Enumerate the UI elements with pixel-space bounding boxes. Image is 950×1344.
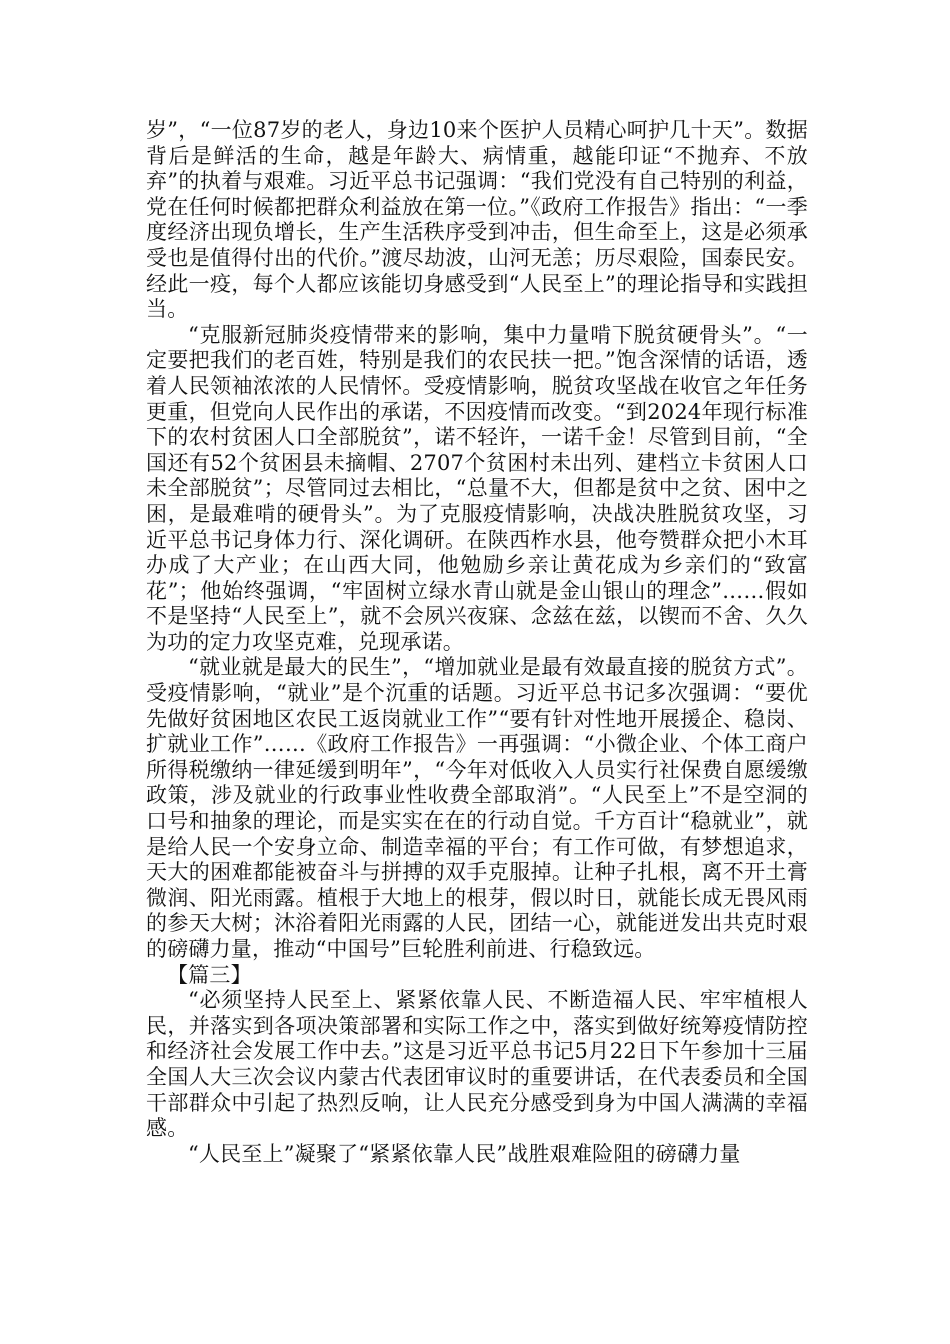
paragraph-3: “就业就是最大的民生”，“增加就业是最有效最直接的脱贫方式”。受疫情影响，“就业”是个沉重的话题。习近平总书记多次强调：“要优先做好贫困地区农民工返岗就业工作”“要有针对性地开展援企、稳岗、扩就业工作”……《政府工作报告》一再强调：“小微企业、个体工商户所得税缴纳一律延缓到明年”，“今年对低收入人员实行社保费自愿缓缴政策，涉及就业的行政事业性收费全部取消”。“人民至上”不是空洞的口号和抽象的理论，而是实实在在的行动自觉。千方百计“稳就业”，就是给人民一个安身立命、制造幸福的平台；有工作可做，有梦想追求，天大的困难都能被奋斗与拼搏的双手克服掉。让种子扎根，离不开土膏微润、阳光雨露。植根于大地上的根芽，假以时日，就能长成无畏风雨的参天大树；沐浴着阳光雨露的人民，团结一心，就能迸发出共克时艰的磅礴力量，推动“中国号”巨轮胜利前进、行稳致远。 [146,655,808,961]
paragraph-2: “克服新冠肺炎疫情带来的影响，集中力量啃下脱贫硬骨头”。“一定要把我们的老百姓，特别是我们的农民扶一把。”饱含深情的话语，透着人民领袖浓浓的人民情怀。受疫情影响，脱贫攻坚战在收官之年任务更重，但党向人民作出的承诺，不因疫情而改变。“到2024年现行标准下的农村贫困人口全部脱贫”，诺不轻许，一诺千金！尽管到目前，“全国还有52个贫困县未摘帽、2707个贫困村未出列、建档立卡贫困人口未全部脱贫”；尽管同过去相比，“总量不大，但都是贫中之贫、困中之困，是最难啃的硬骨头”。为了克服疫情影响，决战决胜脱贫攻坚，习近平总书记身体力行、深化调研。在陕西柞水县，他夸赞群众把小木耳办成了大产业；在山西大同，他勉励乡亲让黄花成为乡亲们的“致富花”；他始终强调，“牢固树立绿水青山就是金山银山的理念”……假如不是坚持“人民至上”，就不会夙兴夜寐、念兹在兹，以锲而不舍、久久为功的定力攻坚克难，兑现承诺。 [146,322,808,654]
paragraph-5: “人民至上”凝聚了“紧紧依靠人民”战胜艰难险阻的磅礴力量 [188,1141,741,1166]
paragraph-1: 岁”，“一位87岁的老人，身边10来个医护人员精心呵护几十天”。数据背后是鲜活的生命，越是年龄大、病情重，越能印证“不抛弃、不放弃”的执着与艰难。习近平总书记强调：“我们党没有自己特别的利益，党在任何时候都把群众利益放在第一位。”《政府工作报告》指出：“一季度经济出现负增长，生产生活秩序受到冲击，但生命至上，这是必须承受也是值得付出的代价。”渡尽劫波，山河无恙；历尽艰险，国泰民安。经此一疫，每个人都应该能切身感受到“人民至上”的理论指导和实践担当。 [146,118,808,322]
document-body [146,118,808,1167]
section-heading: 【篇三】 [167,962,252,987]
paragraph-4: “必须坚持人民至上、紧紧依靠人民、不断造福人民、牢牢植根人民，并落实到各项决策部署和实际工作之中，落实到做好统筹疫情防控和经济社会发展工作中去。”这是习近平总书记5月22日下午参加十三届全国人大三次会议内蒙古代表团审议时的重要讲话，在代表委员和全国干部群众中引起了热烈反响，让人民充分感受到身为中国人满满的幸福感。 [146,988,808,1141]
